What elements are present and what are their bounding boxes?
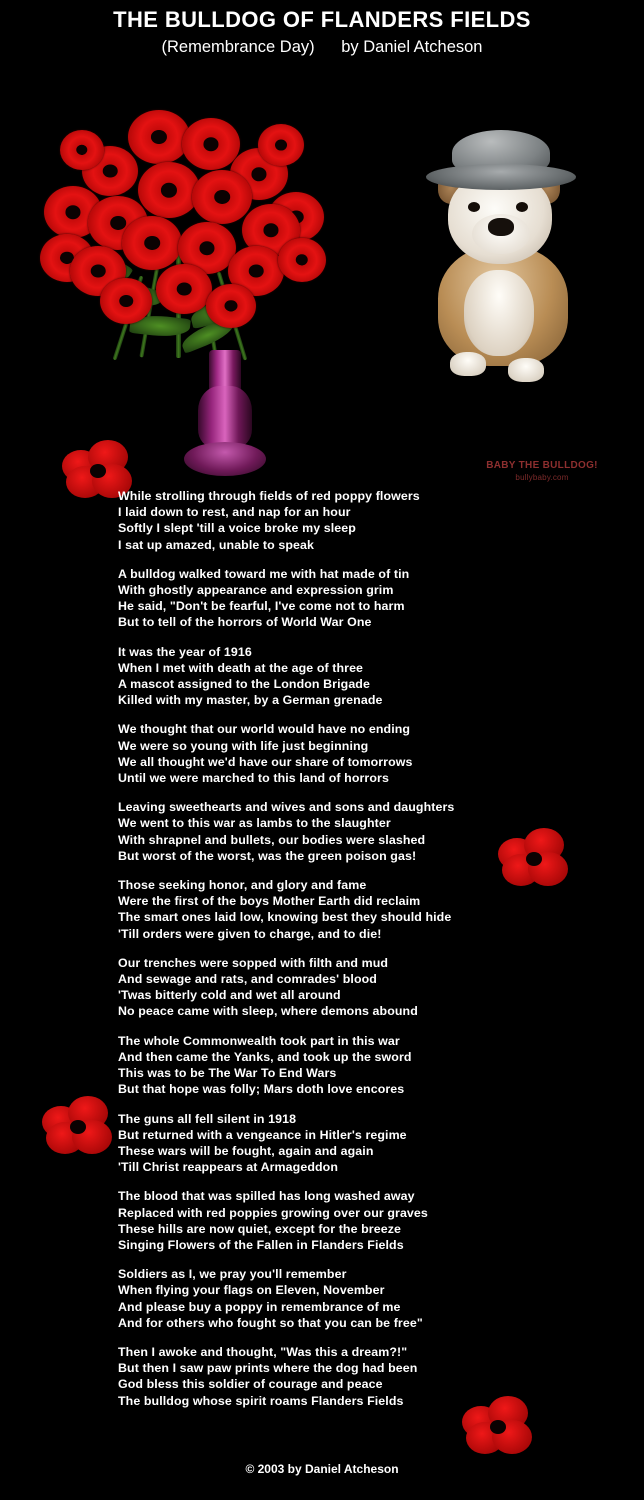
poem-line: No peace came with sleep, where demons abound bbox=[118, 1004, 418, 1019]
poem-line: God bless this soldier of courage and peace bbox=[118, 1377, 383, 1392]
dog-chest bbox=[464, 270, 534, 356]
dog-eye-left bbox=[468, 202, 480, 212]
poppy-bouquet-image bbox=[30, 88, 360, 418]
poem-line: The whole Commonwealth took part in this war bbox=[118, 1033, 400, 1048]
subtitle-author: by Daniel Atcheson bbox=[341, 38, 483, 56]
poem-stanza bbox=[118, 877, 548, 942]
poppy-center bbox=[90, 464, 106, 478]
dog-paw-left bbox=[450, 352, 486, 376]
poem-line: Leaving sweethearts and wives and sons and daughters bbox=[118, 800, 455, 815]
poem-line: A bulldog walked toward me with hat made of tin bbox=[118, 566, 410, 581]
poem-line: And please buy a poppy in remembrance of me bbox=[118, 1299, 401, 1314]
helmet-brim bbox=[426, 164, 576, 190]
poem-line: We went to this war as lambs to the slaughter bbox=[118, 816, 391, 831]
poppy-flower bbox=[278, 238, 326, 282]
poem-stanza bbox=[118, 566, 548, 631]
poppy-flower bbox=[258, 124, 304, 166]
poem-line: Those seeking honor, and glory and fame bbox=[118, 878, 367, 893]
poem-line: The guns all fell silent in 1918 bbox=[118, 1111, 297, 1126]
poem-line: But that hope was folly; Mars doth love encores bbox=[118, 1082, 405, 1097]
vase-body bbox=[198, 386, 252, 448]
poem-line: 'Till Christ reappears at Armageddon bbox=[118, 1160, 338, 1175]
poem-line: And for others who fought so that you can be free" bbox=[118, 1315, 423, 1330]
poem-line: We thought that our world would have no ending bbox=[118, 722, 411, 737]
dog-paw-right bbox=[508, 358, 544, 382]
poem-line: He said, "Don't be fearful, I've come not to harm bbox=[118, 599, 405, 614]
poem-line: A mascot assigned to the London Brigade bbox=[118, 677, 370, 692]
poem-stanza bbox=[118, 644, 548, 709]
poem-line: Softly I slept 'till a voice broke my sleep bbox=[118, 521, 356, 536]
poem-line: It was the year of 1916 bbox=[118, 644, 252, 659]
poem-stanza bbox=[118, 1188, 548, 1253]
poppy-flower bbox=[206, 284, 256, 328]
poppy-flower bbox=[156, 264, 212, 314]
poppy-center bbox=[490, 1420, 506, 1434]
poem-line: With shrapnel and bullets, our bodies were slashed bbox=[118, 832, 426, 847]
poppy-center bbox=[70, 1120, 86, 1134]
poppy-flower bbox=[182, 118, 240, 170]
poem-stanza bbox=[118, 1344, 548, 1409]
poem-line: Our trenches were sopped with filth and mud bbox=[118, 955, 389, 970]
artwork-area bbox=[0, 78, 644, 498]
poem-line: I laid down to rest, and nap for an hour bbox=[118, 505, 351, 520]
poem-line: We were so young with life just beginning bbox=[118, 738, 369, 753]
poem-stanza bbox=[118, 1266, 548, 1331]
poem-line: This was to be The War To End Wars bbox=[118, 1066, 337, 1081]
poem-line: But then I saw paw prints where the dog had been bbox=[118, 1361, 418, 1376]
poem-line: But worst of the worst, was the green poison gas! bbox=[118, 848, 417, 863]
poem-line: Until we were marched to this land of horrors bbox=[118, 771, 389, 786]
dog-eye-right bbox=[516, 202, 528, 212]
poem-line: And then came the Yanks, and took up the sword bbox=[118, 1049, 412, 1064]
subtitle-occasion: (Remembrance Day) bbox=[161, 38, 315, 56]
poem-line: These hills are now quiet, except for the breeze bbox=[118, 1221, 401, 1236]
poem-line: While strolling through fields of red poppy flowers bbox=[118, 489, 420, 503]
poem-line: When flying your flags on Eleven, November bbox=[118, 1283, 385, 1298]
poem-body bbox=[118, 488, 548, 1422]
poppy-flower bbox=[192, 170, 252, 224]
flower-vase bbox=[182, 350, 268, 478]
poem-line: Then I awoke and thought, "Was this a dream?!" bbox=[118, 1344, 408, 1359]
poem-stanza bbox=[118, 721, 548, 786]
poem-line: But to tell of the horrors of World War One bbox=[118, 615, 372, 630]
poppy-flower bbox=[100, 278, 152, 324]
dog-nose bbox=[488, 218, 514, 236]
poem-line: We all thought we'd have our share of tomorrows bbox=[118, 754, 413, 769]
copyright-notice: © 2003 by Daniel Atcheson bbox=[245, 1462, 399, 1476]
poem-line: These wars will be fought, again and again bbox=[118, 1143, 374, 1158]
poem-line: Were the first of the boys Mother Earth did reclaim bbox=[118, 894, 421, 909]
poem-stanza bbox=[118, 1033, 548, 1098]
watermark bbox=[462, 460, 622, 484]
poem-line: I sat up amazed, unable to speak bbox=[118, 537, 314, 552]
poppy-flower bbox=[60, 130, 104, 170]
poem-line: Replaced with red poppies growing over our graves bbox=[118, 1205, 428, 1220]
page-subtitle bbox=[0, 36, 644, 58]
watermark-title: BABY THE BULLDOG! bbox=[486, 460, 598, 471]
poem-line: And sewage and rats, and comrades' blood bbox=[118, 972, 377, 987]
army-helmet bbox=[426, 130, 576, 192]
poem-line: 'Twas bitterly cold and wet all around bbox=[118, 988, 341, 1003]
poem-line: Singing Flowers of the Fallen in Flanders Fields bbox=[118, 1237, 404, 1252]
decorative-poppy bbox=[42, 1096, 114, 1158]
poem-stanza bbox=[118, 799, 548, 864]
poem-line: Killed with my master, by a German grenade bbox=[118, 693, 383, 708]
poem-line: 'Till orders were given to charge, and to die! bbox=[118, 926, 382, 941]
poem-stanza bbox=[118, 488, 548, 553]
poem-line: When I met with death at the age of three bbox=[118, 660, 364, 675]
page-title: THE BULLDOG OF FLANDERS FIELDS bbox=[113, 7, 531, 32]
poppy-flower bbox=[138, 162, 200, 218]
poem-line: But returned with a vengeance in Hitler's regime bbox=[118, 1127, 407, 1142]
poem-line: The smart ones laid low, knowing best they should hide bbox=[118, 910, 452, 925]
vase-neck bbox=[209, 350, 241, 390]
page-header bbox=[0, 6, 644, 58]
poem-line: Soldiers as I, we pray you'll remember bbox=[118, 1267, 347, 1282]
poem-line: The blood that was spilled has long washed away bbox=[118, 1189, 415, 1204]
watermark-url: bullybaby.com bbox=[515, 473, 569, 482]
bulldog-image bbox=[398, 120, 598, 450]
poppy-flower bbox=[128, 110, 190, 164]
poem-line: The bulldog whose spirit roams Flanders Fields bbox=[118, 1393, 404, 1408]
vase-foot bbox=[184, 442, 266, 476]
poem-line: With ghostly appearance and expression grim bbox=[118, 583, 394, 598]
poem-stanza bbox=[118, 1111, 548, 1176]
poppy-flower bbox=[122, 216, 182, 270]
poem-stanza bbox=[118, 955, 548, 1020]
